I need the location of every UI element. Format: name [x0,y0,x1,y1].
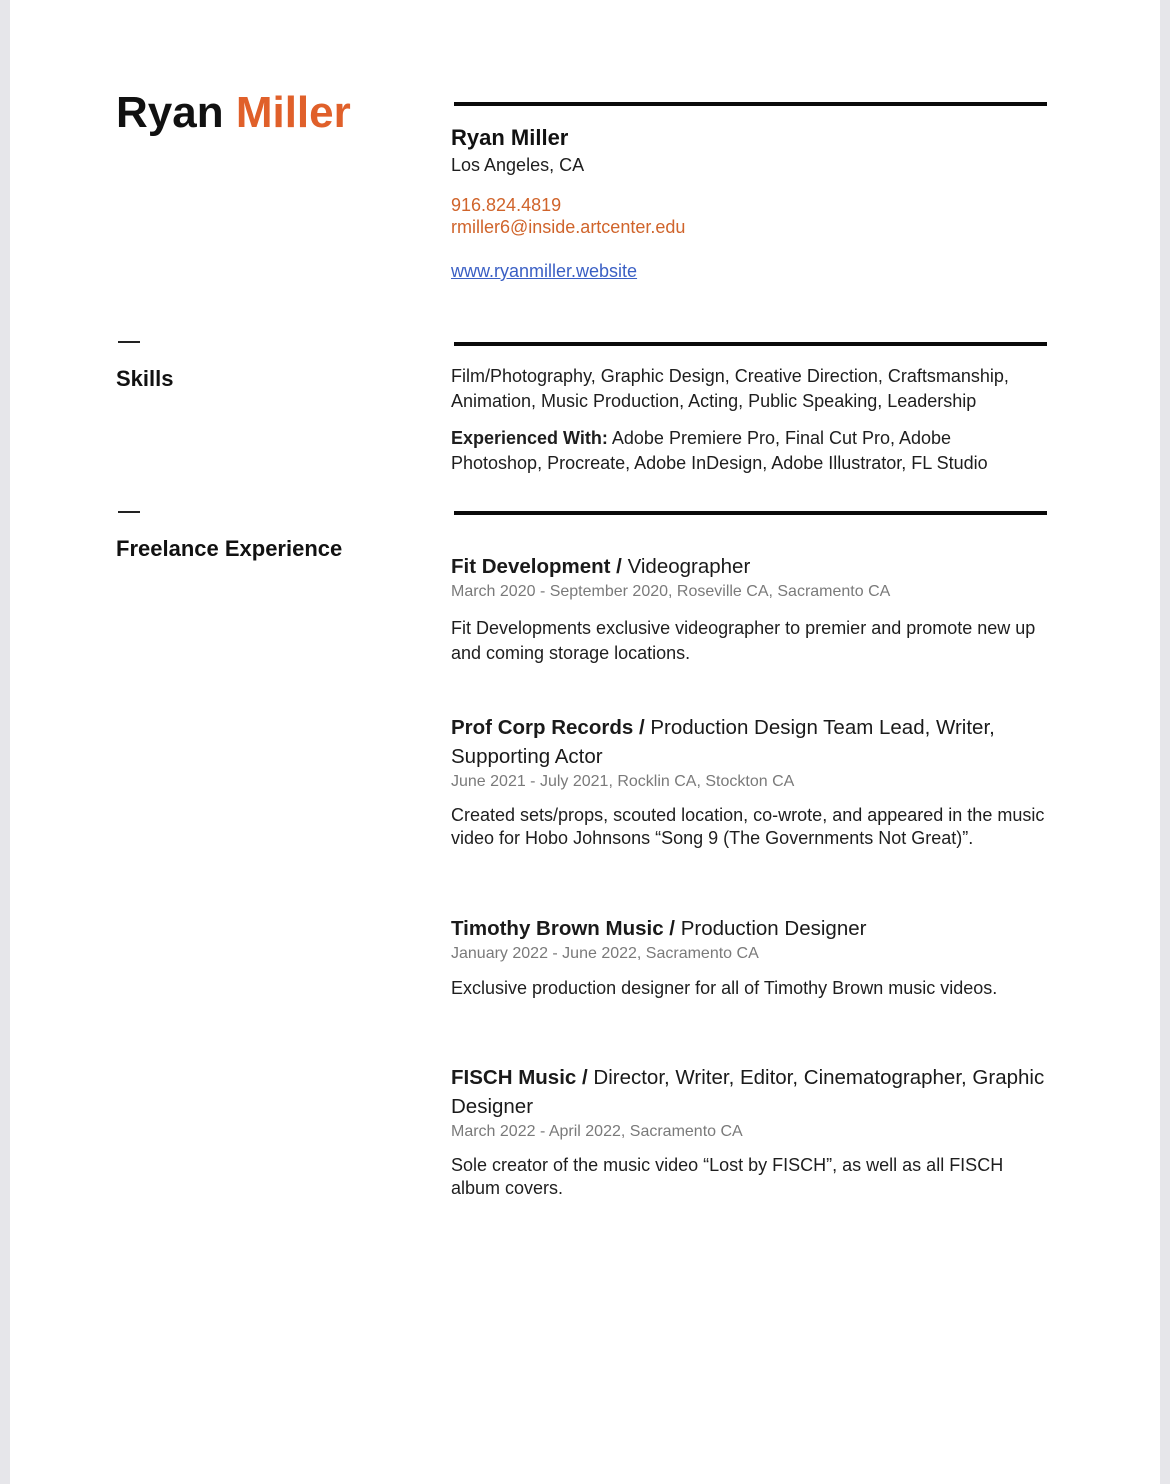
contact-location: Los Angeles, CA [451,155,585,175]
job-role: Production Design Team Lead, Writer, Supporting Actor [451,716,995,768]
job-company: Timothy Brown Music / [451,917,675,940]
section-divider-skills [454,342,1047,346]
contact-phone[interactable]: 916.824.4819 [451,195,562,215]
section-divider-experience [454,511,1047,515]
job-description: Created sets/props, scouted location, co-wrote, and appeared in the music video for Hobo Johnsons “Song 9 (The Governments Not Great)”. [451,805,1045,848]
job-heading [451,1063,1051,1121]
job-meta: March 2020 - September 2020, Roseville CA, Sacramento CA [451,583,891,600]
job-meta: June 2021 - July 2021, Rocklin CA, Stockton CA [451,773,795,790]
job-company: FISCH Music / [451,1066,588,1089]
skills-list: Film/Photography, Graphic Design, Creative Direction, Craftsmanship, Animation, Music Production, Acting, Public Speaking, Leadership [451,366,1009,411]
job-role: Videographer [627,555,751,578]
skills-block [451,364,1051,476]
first-name: Ryan [116,88,224,137]
experience-section-title: Freelance Experience [116,536,343,561]
job-entry [451,552,1051,666]
resume-page [10,0,1160,1484]
contact-name: Ryan Miller [451,125,569,150]
job-company: Fit Development / [451,555,622,578]
job-role: Production Designer [680,917,867,940]
job-description: Fit Developments exclusive videographer to premier and promote new up and coming storage locations. [451,618,1036,663]
experienced-with-list: Adobe Premiere Pro, Final Cut Pro, Adobe Photoshop, Procreate, Adobe InDesign, Adobe Illustrator, FL Studio [451,428,988,473]
skills-section-title: Skills [116,366,174,391]
job-description: Exclusive production designer for all of Timothy Brown music videos. [451,978,998,998]
last-name: Miller [235,88,351,137]
job-entry [451,713,1051,850]
job-entry [451,914,1051,1001]
experienced-with-label: Experienced With: [451,428,608,448]
job-role: Director, Writer, Editor, Cinematographer, Graphic Designer [451,1066,1045,1118]
experience-dash [118,511,140,513]
section-divider-contact [454,102,1047,106]
resume-title-name [116,88,351,138]
job-meta: January 2022 - June 2022, Sacramento CA [451,945,759,962]
job-description: Sole creator of the music video “Lost by FISCH”, as well as all FISCH album covers. [451,1155,1004,1198]
job-company: Prof Corp Records / [451,716,645,739]
job-heading [451,552,1051,581]
job-entry [451,1063,1051,1200]
contact-website-link[interactable]: www.ryanmiller.website [451,261,638,281]
skills-dash [118,341,140,343]
job-heading [451,914,1051,943]
experienced-with [451,426,1021,476]
job-heading [451,713,1011,771]
contact-email[interactable]: rmiller6@inside.artcenter.edu [451,217,686,237]
job-meta: March 2022 - April 2022, Sacramento CA [451,1123,743,1140]
contact-block [451,123,1051,284]
